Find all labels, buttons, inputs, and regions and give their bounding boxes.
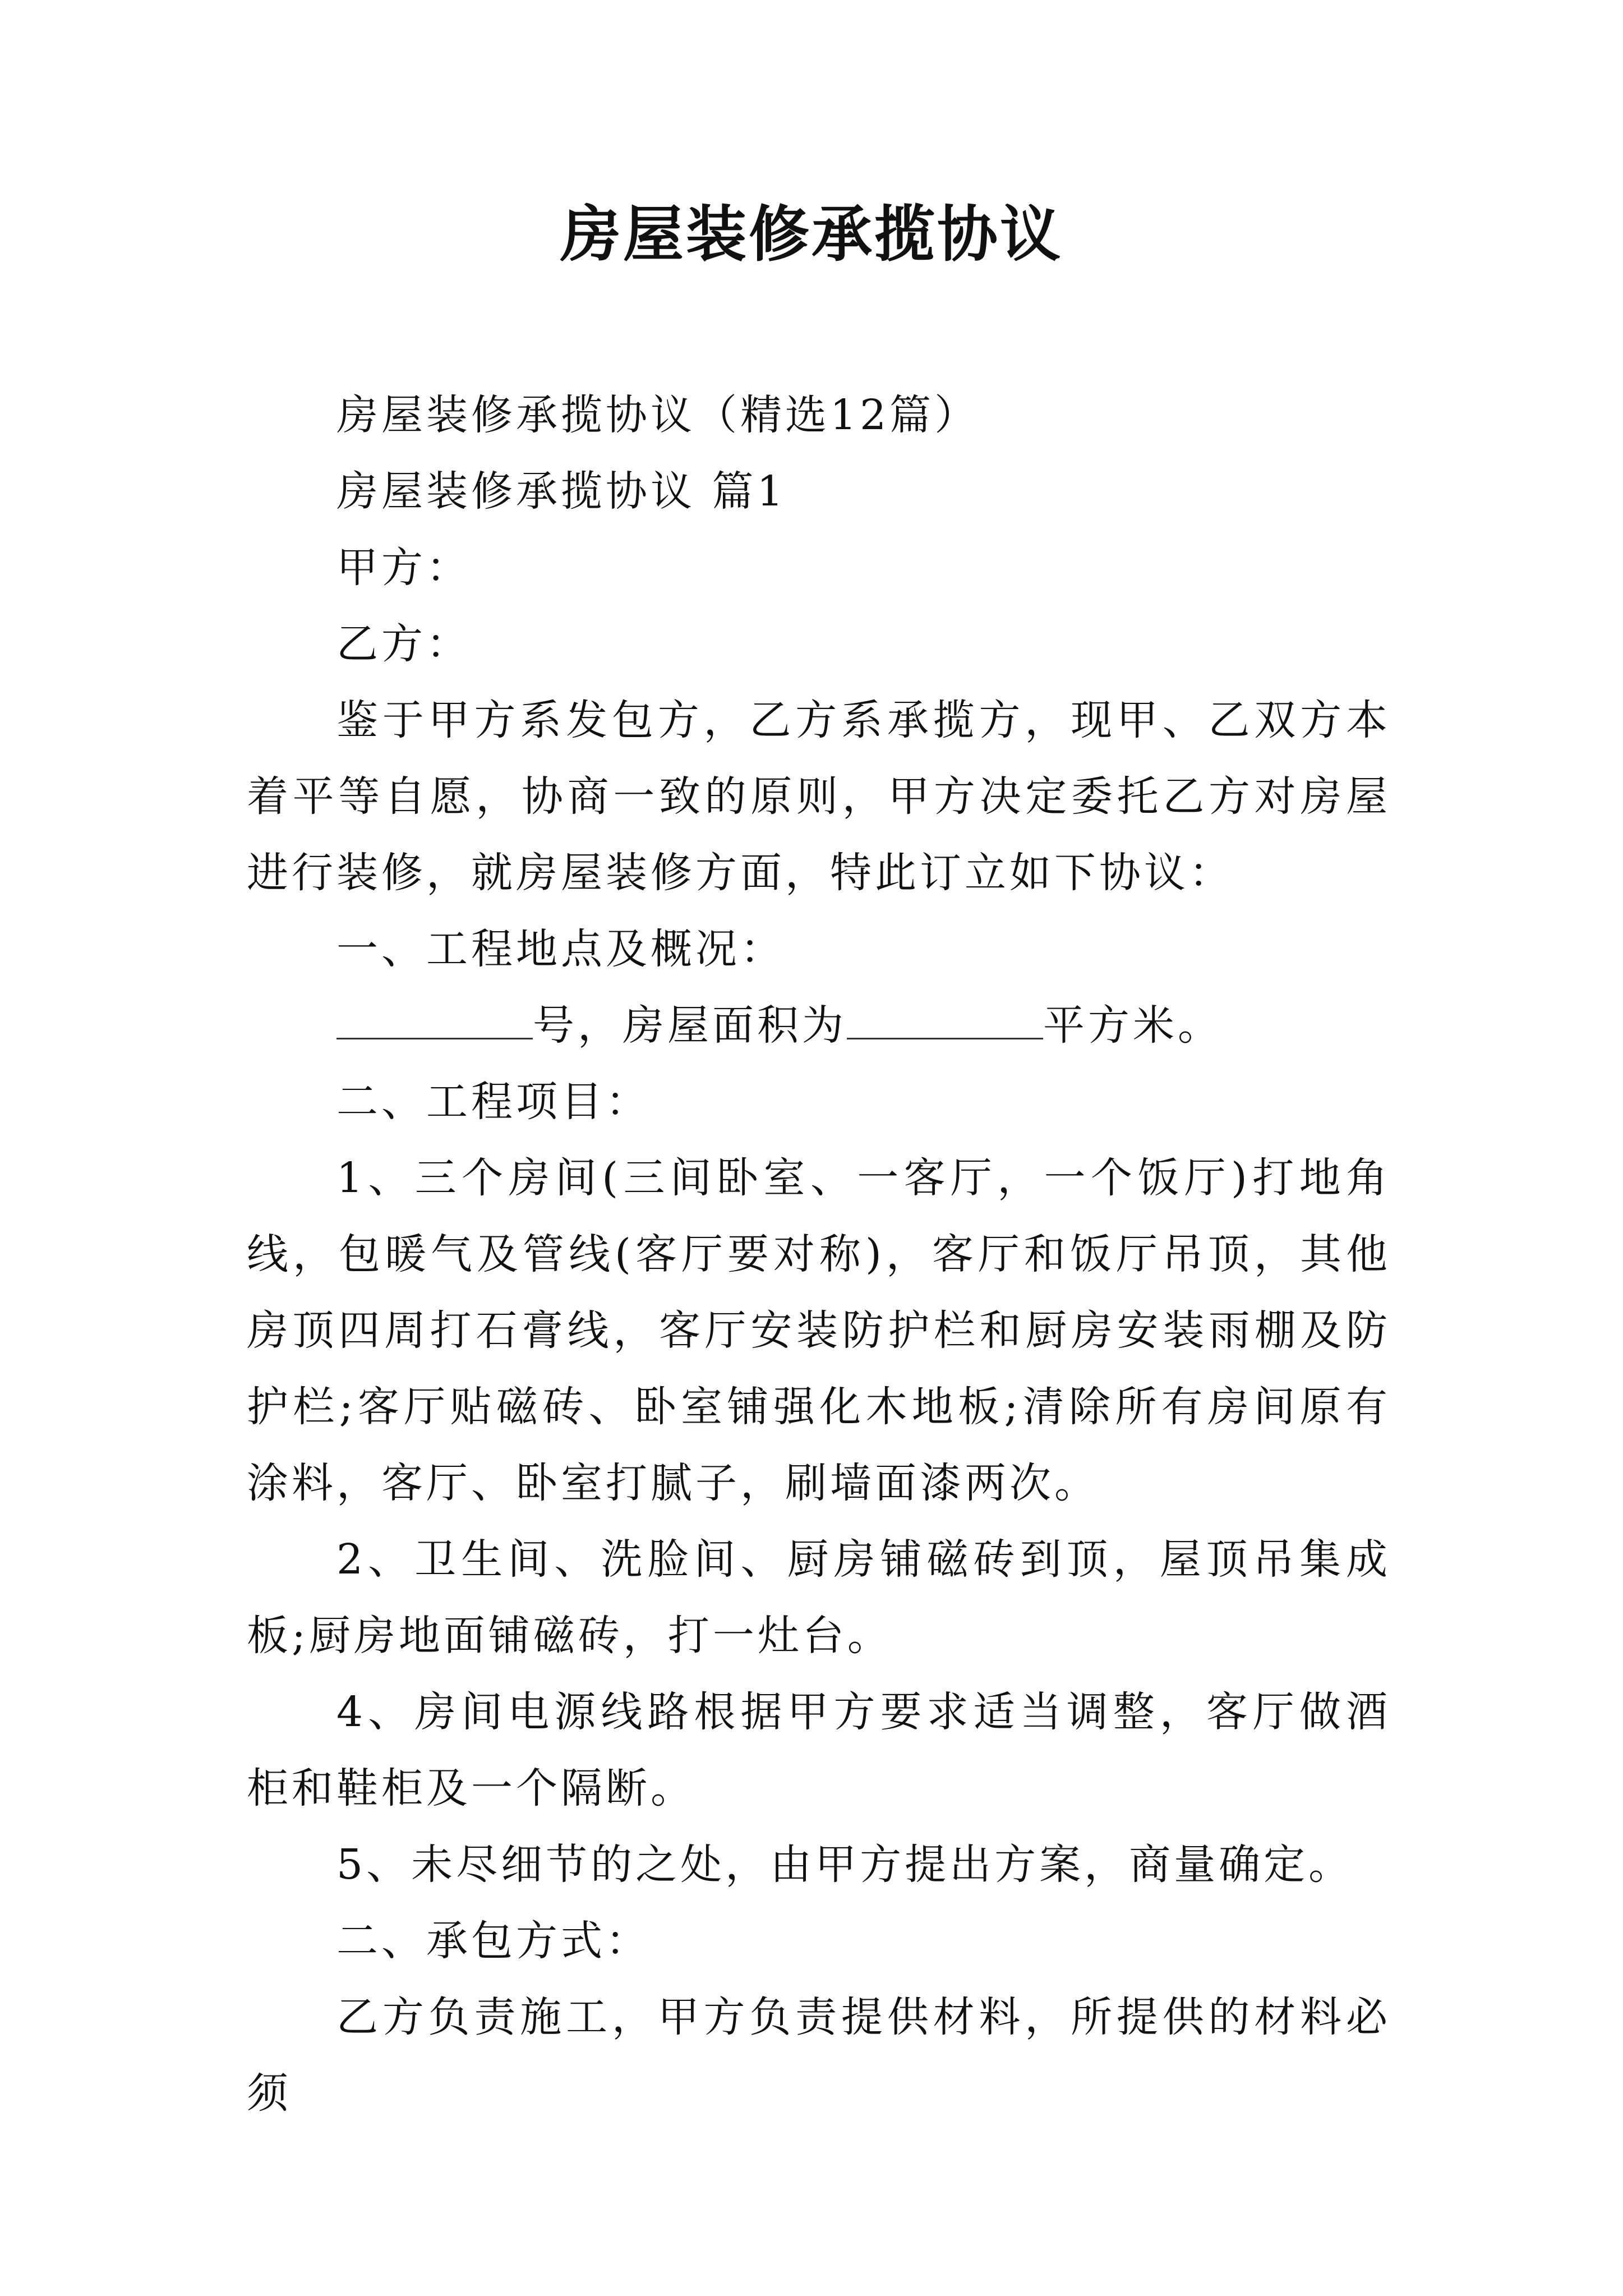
paragraph-item-2: 2、卫生间、洗脸间、厨房铺磁砖到顶，屋顶吊集成板;厨房地面铺磁砖，打一灶台。 [247,1535,1391,1660]
paragraph-subtitle: 房屋装修承揽协议（精选12篇） [336,391,980,439]
paragraph-contract-text: 乙方负责施工，甲方负责提供材料，所提供的材料必须 [247,1993,1391,2118]
paragraph-preamble: 鉴于甲方系发包方，乙方系承揽方，现甲、乙双方本着平等自愿，协商一致的原则，甲方决定委托乙方对房屋进行装修，就房屋装修方面，特此订立如下协议： [247,696,1391,897]
paragraph-location-heading: 一、工程地点及概况： [336,925,785,973]
paragraph-item-1: 1、三个房间(三间卧室、一客厅，一个饭厅)打地角线，包暖气及管线(客厅要对称)，客厅和饭厅吊顶，其他房顶四周打石膏线，客厅安装防护栏和厨房安装雨棚及防护栏;客厅贴磁砖、卧室铺强化木地板;清除所有房间原有涂料，客厅、卧室打腻子，刷墙面漆两次。 [247,1154,1391,1507]
paragraph-contract-heading: 二、承包方式： [336,1917,651,1965]
document-title: 房屋装修承揽协议 [560,199,1063,270]
paragraph-item-4: 4、房间电源线路根据甲方要求适当调整，客厅做酒柜和鞋柜及一个隔断。 [247,1688,1391,1812]
paragraph-party-b: 乙方： [336,620,471,668]
paragraph-project-heading: 二、工程项目： [336,1078,651,1126]
address-text-1: 号，房屋面积为 [533,1001,847,1050]
document-body [247,377,1391,2132]
paragraph-section-heading: 房屋装修承揽协议 篇1 [336,467,787,516]
paragraph-address-line [247,987,1391,1064]
area-blank [847,993,1043,1039]
address-blank [336,993,533,1039]
address-text-2: 平方米。 [1043,1001,1223,1050]
paragraph-item-5: 5、未尽细节的之处，由甲方提出方案，商量确定。 [336,1841,1354,1889]
paragraph-party-a: 甲方： [336,544,471,592]
